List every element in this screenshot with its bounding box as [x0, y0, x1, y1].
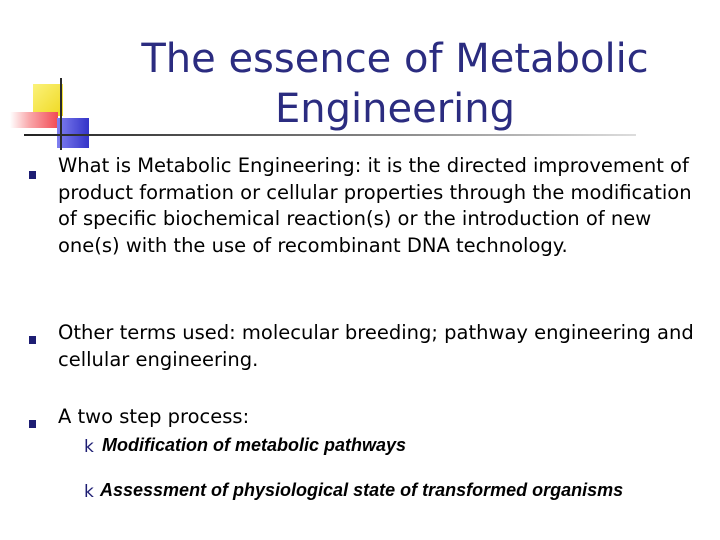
sub-bullet-text-2: Assessment of physiological state of transformed organisms — [100, 480, 624, 500]
logo-horizontal-line — [24, 134, 636, 136]
sub-bullet-text-1: Modification of metabolic pathways — [102, 435, 407, 455]
logo-yellow-square — [33, 84, 63, 116]
bullet-text-3: A two step process: — [58, 405, 250, 428]
bullet-marker-1 — [29, 171, 36, 179]
sub-bullet-marker-2: k — [84, 482, 94, 502]
slide-title: The essence of Metabolic Engineering — [141, 36, 649, 132]
bullet-text-1: What is Metabolic Engineering: it is the directed improvement of product formation or cellular properties through the modification of specific biochemical reaction(s) or the introduction of new one(s) with the use of recombinant DNA technology. — [58, 154, 692, 257]
bullet-text-2: Other terms used: molecular breeding; pathway engineering and cellular engineering. — [58, 321, 694, 371]
bullet-marker-2 — [29, 336, 36, 344]
bullet-marker-3 — [29, 420, 36, 428]
logo-red-bar — [10, 112, 58, 128]
sub-bullet-marker-1: k — [84, 437, 94, 457]
